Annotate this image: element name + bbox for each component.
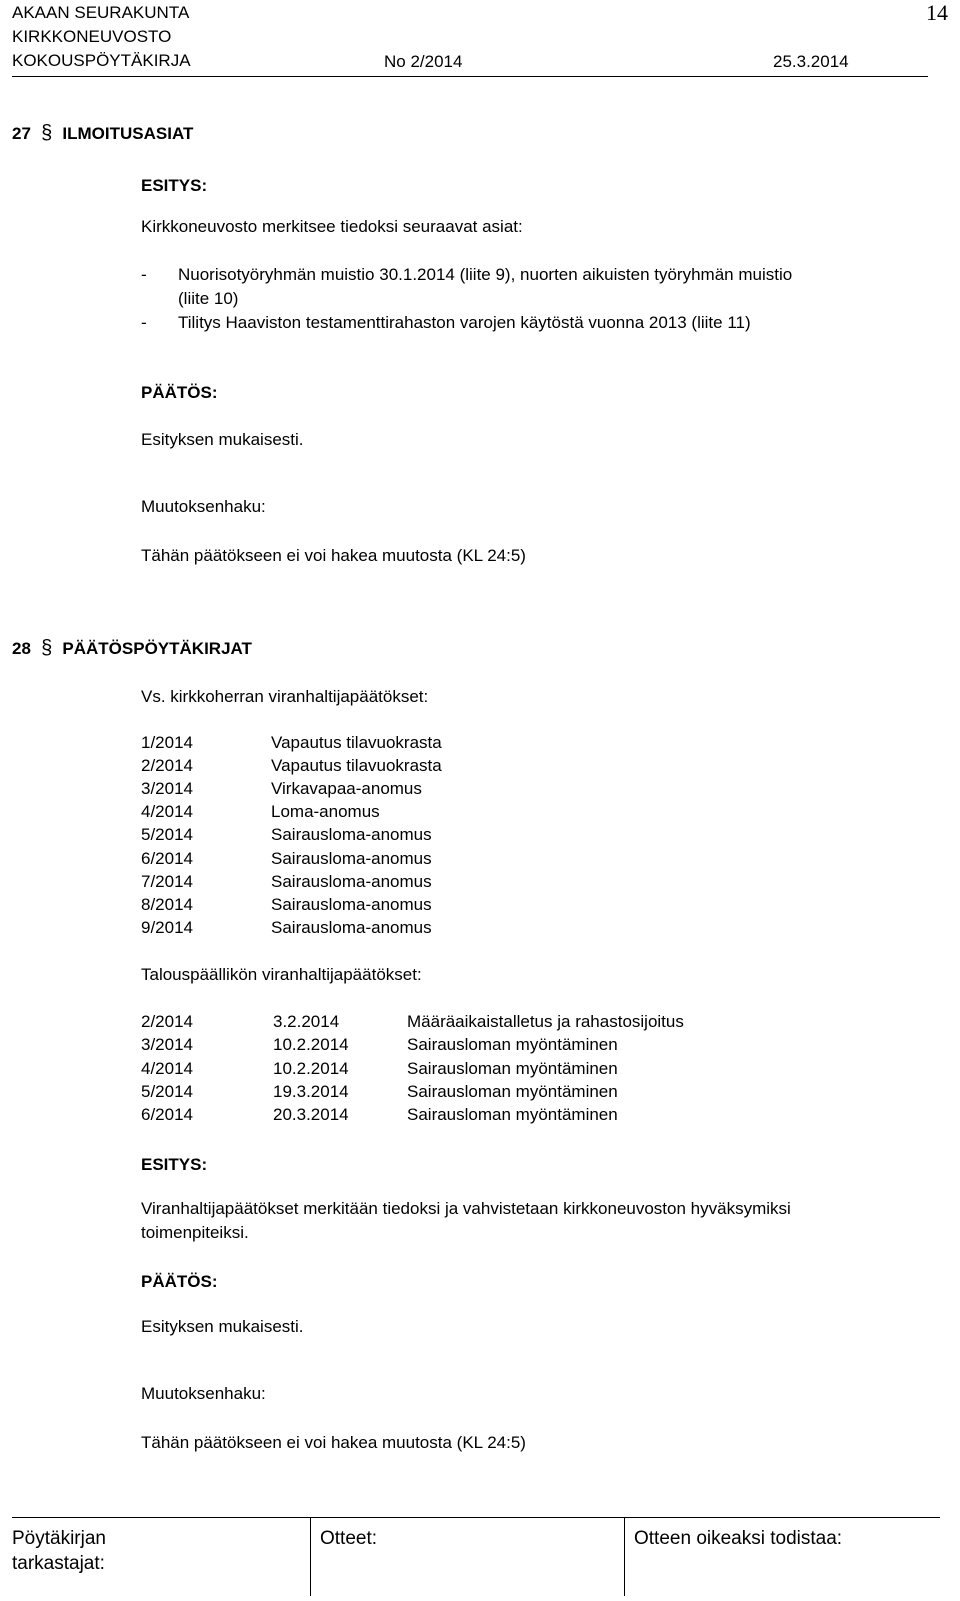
footer-divider bbox=[624, 1518, 625, 1596]
section-28-heading bbox=[12, 637, 252, 660]
decision-number: 2/2014 bbox=[141, 1012, 193, 1031]
decision-subject: Sairausloman myöntäminen bbox=[407, 1035, 618, 1054]
decision-number: 2/2014 bbox=[141, 756, 193, 775]
finance-decisions-heading: Talouspäällikön viranhaltijapäätökset: bbox=[141, 965, 422, 984]
decision-number: 3/2014 bbox=[141, 779, 193, 798]
signature-footer bbox=[12, 1517, 940, 1596]
decision-date: 10.2.2014 bbox=[273, 1059, 349, 1078]
decision-number: 7/2014 bbox=[141, 872, 193, 891]
decision-number: 6/2014 bbox=[141, 849, 193, 868]
decision-number: 5/2014 bbox=[141, 825, 193, 844]
section-28-proposal-line2: toimenpiteiksi. bbox=[141, 1223, 249, 1242]
section-27-proposal-text: Kirkkoneuvosto merkitsee tiedoksi seuraavat asiat: bbox=[141, 217, 523, 236]
section-27-appeal-text: Tähän päätökseen ei voi hakea muutosta (KL 24:5) bbox=[141, 546, 526, 565]
section-28-appeal-text: Tähän päätökseen ei voi hakea muutosta (KL 24:5) bbox=[141, 1433, 526, 1452]
section-27-title: ILMOITUSASIAT bbox=[62, 124, 194, 143]
section-28-number: 28 bbox=[12, 639, 31, 658]
header-rule bbox=[12, 76, 928, 77]
decision-subject: Määräaikaistalletus ja rahastosijoitus bbox=[407, 1012, 684, 1031]
footer-checkers-line2: tarkastajat: bbox=[12, 1553, 105, 1574]
decision-subject: Vapautus tilavuokrasta bbox=[271, 733, 442, 752]
footer-checkers-line1: Pöytäkirjan bbox=[12, 1528, 106, 1549]
decision-subject: Vapautus tilavuokrasta bbox=[271, 756, 442, 775]
decision-subject: Sairausloman myöntäminen bbox=[407, 1082, 618, 1101]
decision-number: 9/2014 bbox=[141, 918, 193, 937]
section-28-title: PÄÄTÖSPÖYTÄKIRJAT bbox=[62, 639, 252, 658]
section-28-decision-text: Esityksen mukaisesti. bbox=[141, 1317, 304, 1336]
header-org: AKAAN SEURAKUNTA bbox=[12, 3, 190, 22]
footer-checkers bbox=[12, 1526, 106, 1576]
section-28-proposal-label: ESITYS: bbox=[141, 1155, 208, 1174]
section-sign-icon: § bbox=[41, 122, 53, 144]
section-27-decision-label: PÄÄTÖS: bbox=[141, 383, 218, 402]
footer-extracts: Otteet: bbox=[320, 1528, 378, 1549]
section-sign-icon: § bbox=[41, 637, 53, 659]
decision-subject: Sairausloma-anomus bbox=[271, 918, 432, 937]
section-27-item-1-line1: Nuorisotyöryhmän muistio 30.1.2014 (liite 9), nuorten aikuisten työryhmän muistio bbox=[178, 265, 793, 284]
decision-number: 4/2014 bbox=[141, 802, 193, 821]
footer-divider bbox=[310, 1518, 311, 1596]
decision-number: 3/2014 bbox=[141, 1035, 193, 1054]
decision-subject: Sairausloma-anomus bbox=[271, 895, 432, 914]
header-date: 25.3.2014 bbox=[773, 52, 849, 71]
section-27-item-2-dash: - bbox=[141, 313, 147, 332]
decision-subject: Sairausloma-anomus bbox=[271, 872, 432, 891]
page-number: 14 bbox=[926, 0, 948, 25]
decision-number: 4/2014 bbox=[141, 1059, 193, 1078]
decision-date: 20.3.2014 bbox=[273, 1105, 349, 1124]
vicar-decisions-heading: Vs. kirkkoherran viranhaltijapäätökset: bbox=[141, 687, 429, 706]
decision-date: 10.2.2014 bbox=[273, 1035, 349, 1054]
footer-certified: Otteen oikeaksi todistaa: bbox=[634, 1528, 843, 1549]
section-27-item-1-line2: (liite 10) bbox=[178, 289, 239, 308]
section-27-appeal-label: Muutoksenhaku: bbox=[141, 497, 266, 516]
header-number: No 2/2014 bbox=[384, 52, 463, 71]
decision-date: 3.2.2014 bbox=[273, 1012, 340, 1031]
decision-number: 6/2014 bbox=[141, 1105, 193, 1124]
section-27-number: 27 bbox=[12, 124, 31, 143]
decision-subject: Sairausloma-anomus bbox=[271, 825, 432, 844]
section-28-appeal-label: Muutoksenhaku: bbox=[141, 1384, 266, 1403]
decision-subject: Sairausloma-anomus bbox=[271, 849, 432, 868]
decision-date: 19.3.2014 bbox=[273, 1082, 349, 1101]
decision-subject: Sairausloman myöntäminen bbox=[407, 1105, 618, 1124]
decision-subject: Virkavapaa-anomus bbox=[271, 779, 422, 798]
section-27-proposal-label: ESITYS: bbox=[141, 176, 208, 195]
header-doc: KOKOUSPÖYTÄKIRJA bbox=[12, 51, 191, 70]
section-27-item-2-line1: Tilitys Haaviston testamenttirahaston varojen käytöstä vuonna 2013 (liite 11) bbox=[178, 313, 751, 332]
decision-number: 1/2014 bbox=[141, 733, 193, 752]
decision-subject: Sairausloman myöntäminen bbox=[407, 1059, 618, 1078]
decision-number: 8/2014 bbox=[141, 895, 193, 914]
section-27-heading bbox=[12, 122, 193, 145]
section-27-item-1-dash: - bbox=[141, 265, 147, 284]
decision-number: 5/2014 bbox=[141, 1082, 193, 1101]
decision-subject: Loma-anomus bbox=[271, 802, 380, 821]
header-body: KIRKKONEUVOSTO bbox=[12, 27, 172, 46]
section-28-decision-label: PÄÄTÖS: bbox=[141, 1272, 218, 1291]
section-27-decision-text: Esityksen mukaisesti. bbox=[141, 430, 304, 449]
section-28-proposal-line1: Viranhaltijapäätökset merkitään tiedoksi ja vahvistetaan kirkkoneuvoston hyväksymiksi bbox=[141, 1199, 791, 1218]
